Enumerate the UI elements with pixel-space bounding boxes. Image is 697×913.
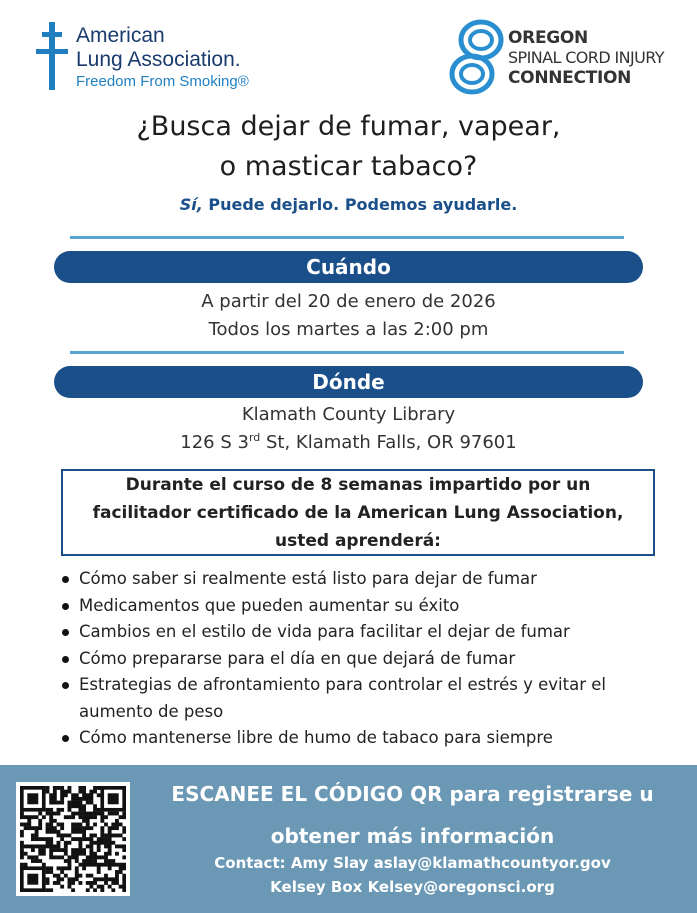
when-heading: Cuándo [54, 251, 643, 283]
ala-logo-name: American Lung Association. [76, 24, 241, 71]
ala-logo-tagline: Freedom From Smoking® [76, 73, 249, 90]
headline-line-2: o masticar tabaco? [219, 151, 478, 182]
learning-topics-list [62, 566, 672, 752]
where-venue: Klamath County Library [241, 404, 456, 425]
list-item: Cómo mantenerse libre de humo de tabaco para siempre [62, 725, 672, 752]
when-schedule: Todos los martes a las 2:00 pm [208, 319, 489, 340]
course-line-2: facilitador certificado de la American Lung Association, [92, 503, 624, 523]
list-item: Cambios en el estilo de vida para facilitar el dejar de fumar [62, 619, 672, 646]
double-barred-cross-icon [36, 22, 68, 90]
intertwined-loops-icon [448, 16, 508, 100]
osci-logo-line-3: CONNECTION [508, 68, 632, 88]
when-details [0, 288, 697, 344]
oregon-spinal-cord-injury-connection-logo [448, 16, 668, 100]
where-details [0, 401, 697, 457]
footer-banner [0, 765, 697, 913]
address-ordinal: rd [248, 431, 261, 444]
list-item: Estrategias de afrontamiento para controlar el estrés y evitar el aumento de peso [62, 672, 672, 725]
contact-line-2: Kelsey Box Kelsey@oregonsci.org [270, 878, 555, 896]
cta-line-1: ESCANEE EL CÓDIGO QR para registrarse u [171, 782, 654, 806]
qr-code-icon[interactable] [16, 782, 130, 896]
osci-logo-line-1: OREGON [508, 28, 588, 48]
course-line-3: usted aprenderá: [275, 531, 441, 551]
contact-info [145, 851, 680, 899]
contact-line-1: Contact: Amy Slay aslay@klamathcountyor.gov [214, 854, 611, 872]
call-to-action [145, 773, 680, 857]
when-start-date: A partir del 20 de enero de 2026 [201, 291, 496, 312]
headline-line-1: ¿Busca dejar de fumar, vapear, [136, 111, 561, 142]
list-item: Medicamentos que pueden aumentar su éxito [62, 593, 672, 620]
list-item: Cómo saber si realmente está listo para dejar de fumar [62, 566, 672, 593]
tagline-text: Puede dejarlo. Podemos ayudarle. [202, 195, 518, 214]
where-heading: Dónde [54, 366, 643, 398]
osci-logo-text [508, 28, 664, 88]
address-street-number: 126 S 3 [180, 432, 249, 453]
divider-top [70, 236, 624, 239]
list-item: Cómo prepararse para el día en que dejará de fumar [62, 646, 672, 673]
osci-logo-line-2: SPINAL CORD INJURY [508, 48, 664, 67]
course-description-box [61, 469, 655, 556]
tagline [0, 195, 697, 214]
header [0, 0, 697, 105]
course-line-1: Durante el curso de 8 semanas impartido por un [125, 475, 591, 495]
tagline-emphasis: Sí, [179, 195, 203, 214]
headline [0, 107, 697, 187]
where-address [0, 429, 697, 457]
address-rest: St, Klamath Falls, OR 97601 [260, 432, 517, 453]
american-lung-association-logo [36, 22, 276, 94]
divider-middle [70, 351, 624, 354]
cta-line-2: obtener más información [270, 824, 555, 848]
